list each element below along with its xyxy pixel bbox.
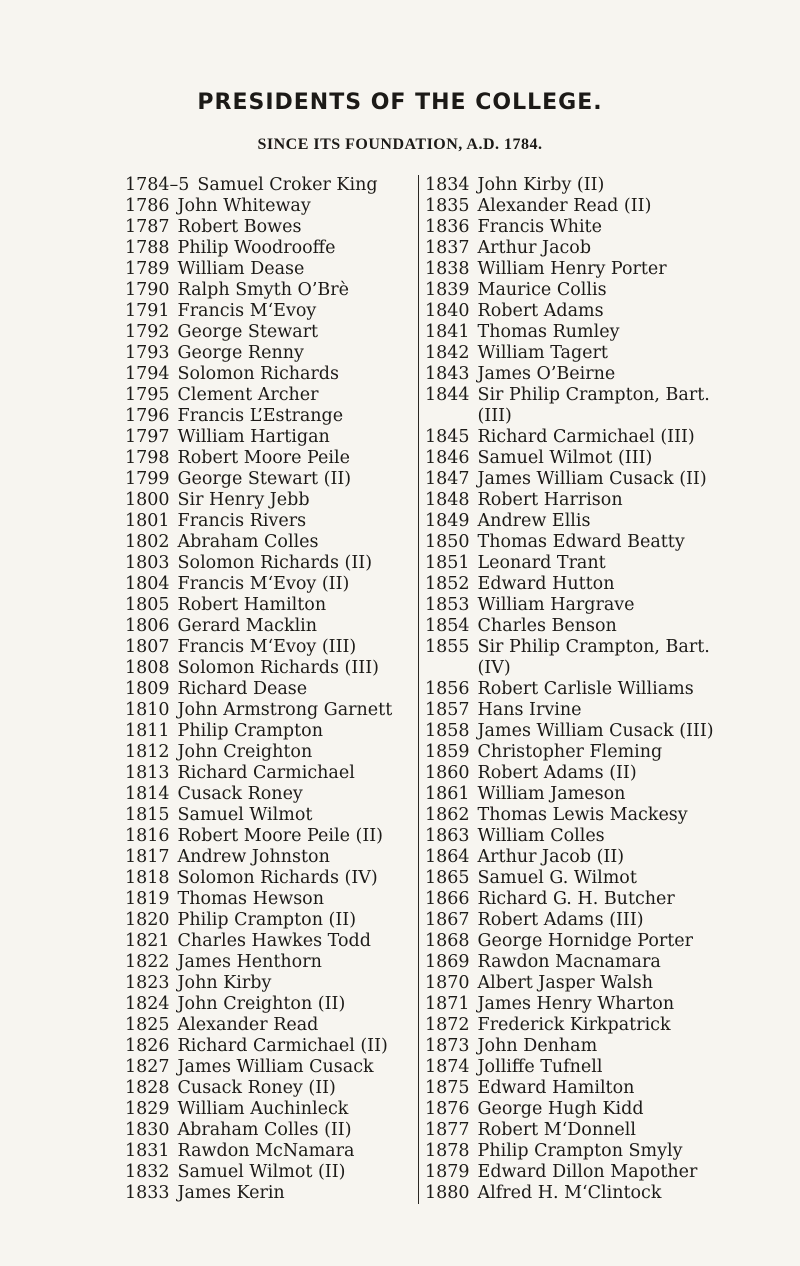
- entry-year: 1863: [425, 826, 470, 846]
- entry-year: 1861: [425, 784, 470, 804]
- entry-year: 1876: [425, 1099, 470, 1119]
- entry-name: Sir Philip Crampton, Bart. (III): [477, 385, 710, 426]
- entry-name: Samuel Wilmot: [177, 805, 313, 825]
- entry-name: Robert Bowes: [177, 217, 302, 237]
- entry-name: John Creighton (II): [177, 994, 346, 1014]
- right-entry: [425, 952, 745, 973]
- entry-year: 1848: [425, 490, 470, 510]
- entry-year: 1805: [125, 595, 170, 615]
- left-entry: [125, 679, 395, 700]
- entry-name: Robert Carlisle Williams: [477, 679, 694, 699]
- entry-name: John Kirby (II): [477, 175, 605, 195]
- entry-year: 1804: [125, 574, 170, 594]
- entry-name: Andrew Johnston: [177, 847, 330, 867]
- entry-name: Richard G. H. Butcher: [477, 889, 675, 909]
- entry-year: 1880: [425, 1183, 470, 1203]
- right-entry: [425, 679, 745, 700]
- entry-name: Robert M‘Donnell: [477, 1120, 636, 1140]
- entry-year: 1838: [425, 259, 470, 279]
- right-entry: [425, 1183, 745, 1204]
- entry-name: John Creighton: [177, 742, 313, 762]
- entry-name: Richard Dease: [177, 679, 308, 699]
- entry-year: 1860: [425, 763, 470, 783]
- entry-name: William Colles: [477, 826, 605, 846]
- right-entry: [425, 448, 745, 469]
- entry-year: 1849: [425, 511, 470, 531]
- entry-name: Christopher Fleming: [477, 742, 663, 762]
- page-title: PRESIDENTS OF THE COLLEGE.: [197, 90, 603, 115]
- entry-year: 1875: [425, 1078, 470, 1098]
- left-entry: [125, 952, 395, 973]
- entry-year: 1866: [425, 889, 470, 909]
- right-entry: [425, 364, 745, 385]
- entry-name: Clement Archer: [177, 385, 319, 405]
- right-entry: [425, 1015, 745, 1036]
- right-entry: [425, 238, 745, 259]
- entry-name: Edward Dillon Mapother: [477, 1162, 698, 1182]
- entry-name: James William Cusack (II): [477, 469, 707, 489]
- entry-name: Francis M‘Evoy: [177, 301, 317, 321]
- entry-name: William Henry Porter: [477, 259, 667, 279]
- left-entry: [125, 910, 395, 931]
- right-entry: [425, 322, 745, 343]
- left-entry: [125, 175, 395, 196]
- entry-name: John Kirby: [177, 973, 272, 993]
- entry-name: Leonard Trant: [477, 553, 606, 573]
- left-entry: [125, 994, 395, 1015]
- left-entry: [125, 1183, 395, 1204]
- entry-name: Sir Henry Jebb: [177, 490, 310, 510]
- left-entry: [125, 868, 395, 889]
- entry-year: 1877: [425, 1120, 470, 1140]
- left-entry: [125, 322, 395, 343]
- entry-name: Abraham Colles (II): [177, 1120, 352, 1140]
- entry-year: 1839: [425, 280, 470, 300]
- right-entry: [425, 1078, 745, 1099]
- left-entry: [125, 511, 395, 532]
- entry-name: William Jameson: [477, 784, 626, 804]
- entry-year: 1790: [125, 280, 170, 300]
- entry-name: Robert Adams (II): [477, 763, 637, 783]
- entry-name: Frederick Kirkpatrick: [477, 1015, 671, 1035]
- entry-year: 1878: [425, 1141, 470, 1161]
- entry-year: 1822: [125, 952, 170, 972]
- entry-name: Robert Moore Peile: [177, 448, 350, 468]
- entry-year: 1869: [425, 952, 470, 972]
- entry-name: Robert Adams: [477, 301, 604, 321]
- entry-name: William Tagert: [477, 343, 608, 363]
- right-entry: [425, 742, 745, 763]
- entry-name: Samuel Wilmot (II): [177, 1162, 346, 1182]
- entry-year: 1813: [125, 763, 170, 783]
- entry-name: Albert Jasper Walsh: [477, 973, 653, 993]
- entry-year: 1874: [425, 1057, 470, 1077]
- right-entry: [425, 1162, 745, 1183]
- entry-year: 1786: [125, 196, 170, 216]
- right-entry: [425, 385, 745, 427]
- page-subtitle: SINCE ITS FOUNDATION, A.D. 1784.: [257, 136, 543, 153]
- entry-name: George Renny: [177, 343, 304, 363]
- entry-name: Andrew Ellis: [477, 511, 591, 531]
- entry-year: 1865: [425, 868, 470, 888]
- entry-year: 1835: [425, 196, 470, 216]
- entry-year: 1842: [425, 343, 470, 363]
- entry-year: 1797: [125, 427, 170, 447]
- entry-name: James Kerin: [177, 1183, 285, 1203]
- entry-year: 1789: [125, 259, 170, 279]
- entry-name: Solomon Richards (IV): [177, 868, 378, 888]
- entry-name: Solomon Richards (II): [177, 553, 373, 573]
- entry-name: William Auchinleck: [177, 1099, 349, 1119]
- right-entry: [425, 889, 745, 910]
- entry-year: 1816: [125, 826, 170, 846]
- entry-year: 1850: [425, 532, 470, 552]
- entry-year: 1807: [125, 637, 170, 657]
- entry-name: Philip Crampton Smyly: [477, 1141, 683, 1161]
- entry-year: 1812: [125, 742, 170, 762]
- left-entry: [125, 406, 395, 427]
- entry-name: Abraham Colles: [177, 532, 319, 552]
- entry-year: 1836: [425, 217, 470, 237]
- left-entry: [125, 448, 395, 469]
- entry-name: Maurice Collis: [477, 280, 607, 300]
- entry-name: Ralph Smyth O’Brè: [177, 280, 350, 300]
- left-entry: [125, 259, 395, 280]
- right-entry: [425, 301, 745, 322]
- entry-year: 1828: [125, 1078, 170, 1098]
- entry-name: James William Cusack (III): [477, 721, 714, 741]
- entry-year: 1858: [425, 721, 470, 741]
- entry-year: 1810: [125, 700, 170, 720]
- entry-name: Cusack Roney (II): [177, 1078, 336, 1098]
- entry-name: Arthur Jacob: [477, 238, 592, 258]
- right-entry: [425, 763, 745, 784]
- right-entry: [425, 259, 745, 280]
- right-entry: [425, 595, 745, 616]
- entry-year: 1829: [125, 1099, 170, 1119]
- entry-name: William Hargrave: [477, 595, 635, 615]
- entry-name: Philip Crampton (II): [177, 910, 357, 930]
- left-entry: [125, 616, 395, 637]
- left-entry: [125, 301, 395, 322]
- entry-year: 1824: [125, 994, 170, 1014]
- right-entry: [425, 994, 745, 1015]
- entry-year: 1800: [125, 490, 170, 510]
- right-entry: [425, 427, 745, 448]
- right-column: [418, 175, 745, 1204]
- left-entry: [125, 553, 395, 574]
- left-entry: [125, 847, 395, 868]
- left-entry: [125, 427, 395, 448]
- entry-name: Thomas Hewson: [177, 889, 324, 909]
- entry-name: Arthur Jacob (II): [477, 847, 625, 867]
- entry-name: James William Cusack: [177, 1057, 374, 1077]
- left-entry: [125, 280, 395, 301]
- right-entry: [425, 847, 745, 868]
- right-entry: [425, 1057, 745, 1078]
- entry-name: Robert Moore Peile (II): [177, 826, 383, 846]
- entry-year: 1806: [125, 616, 170, 636]
- left-column: [125, 175, 395, 1204]
- entry-name: Rawdon Macnamara: [477, 952, 661, 972]
- left-entry: [125, 595, 395, 616]
- entry-year: 1862: [425, 805, 470, 825]
- right-entry: [425, 175, 745, 196]
- left-entry: [125, 469, 395, 490]
- entry-year: 1841: [425, 322, 470, 342]
- entry-year: 1818: [125, 868, 170, 888]
- left-entry: [125, 385, 395, 406]
- left-entry: [125, 889, 395, 910]
- entry-name: James Henry Wharton: [477, 994, 675, 1014]
- entry-year: 1791: [125, 301, 170, 321]
- right-entry: [425, 217, 745, 238]
- entry-year: 1879: [425, 1162, 470, 1182]
- right-entry: [425, 805, 745, 826]
- right-entry: [425, 910, 745, 931]
- right-entry: [425, 868, 745, 889]
- right-entry: [425, 1141, 745, 1162]
- entry-year: 1831: [125, 1141, 170, 1161]
- entry-year: 1793: [125, 343, 170, 363]
- entry-name: Solomon Richards: [177, 364, 339, 384]
- entry-name: William Dease: [177, 259, 305, 279]
- entry-year: 1808: [125, 658, 170, 678]
- entry-year: 1872: [425, 1015, 470, 1035]
- left-entry: [125, 721, 395, 742]
- left-entry: [125, 1120, 395, 1141]
- entry-year: 1799: [125, 469, 170, 489]
- entry-year: 1857: [425, 700, 470, 720]
- entry-year: 1795: [125, 385, 170, 405]
- entry-name: George Hornidge Porter: [477, 931, 693, 951]
- left-entry: [125, 826, 395, 847]
- entry-name: Richard Carmichael (III): [477, 427, 695, 447]
- entry-name: Rawdon McNamara: [177, 1141, 355, 1161]
- entry-year: 1834: [425, 175, 470, 195]
- entry-name: Solomon Richards (III): [177, 658, 379, 678]
- entry-year: 1820: [125, 910, 170, 930]
- right-entry: [425, 1120, 745, 1141]
- entry-year: 1821: [125, 931, 170, 951]
- right-entry: [425, 721, 745, 742]
- entry-name: Francis White: [477, 217, 602, 237]
- entry-year: 1814: [125, 784, 170, 804]
- right-entry: [425, 616, 745, 637]
- entry-name: Thomas Rumley: [477, 322, 620, 342]
- entry-year: 1868: [425, 931, 470, 951]
- entry-year: 1859: [425, 742, 470, 762]
- left-entry: [125, 490, 395, 511]
- entry-name: Samuel Croker King: [197, 175, 378, 195]
- entry-year: 1787: [125, 217, 170, 237]
- entry-name: Charles Benson: [477, 616, 617, 636]
- entry-name: George Stewart: [177, 322, 319, 342]
- entry-name: Cusack Roney: [177, 784, 303, 804]
- entry-year: 1811: [125, 721, 170, 741]
- left-entry: [125, 1078, 395, 1099]
- entry-year: 1867: [425, 910, 470, 930]
- right-entry: [425, 784, 745, 805]
- entry-name: Francis M‘Evoy (III): [177, 637, 357, 657]
- entry-name: Alexander Read: [177, 1015, 319, 1035]
- entry-name: Samuel Wilmot (III): [477, 448, 653, 468]
- entry-name: Gerard Macklin: [177, 616, 318, 636]
- entry-name: William Hartigan: [177, 427, 330, 447]
- left-entry: [125, 658, 395, 679]
- entry-year: 1854: [425, 616, 470, 636]
- entry-year: 1827: [125, 1057, 170, 1077]
- entry-year: 1855: [425, 637, 470, 657]
- entry-name: James Henthorn: [177, 952, 322, 972]
- entry-year: 1840: [425, 301, 470, 321]
- entry-year: 1825: [125, 1015, 170, 1035]
- entry-name: Alfred H. M‘Clintock: [477, 1183, 662, 1203]
- right-entry: [425, 343, 745, 364]
- left-entry: [125, 931, 395, 952]
- entry-name: James O’Beirne: [477, 364, 616, 384]
- left-entry: [125, 217, 395, 238]
- entry-year: 1845: [425, 427, 470, 447]
- left-entry: [125, 1099, 395, 1120]
- entry-year: 1801: [125, 511, 170, 531]
- entry-name: Charles Hawkes Todd: [177, 931, 371, 951]
- left-entry: [125, 700, 395, 721]
- entry-name: John Whiteway: [177, 196, 311, 216]
- entry-year: 1830: [125, 1120, 170, 1140]
- entry-name: Francis Rivers: [177, 511, 307, 531]
- left-entry: [125, 973, 395, 994]
- left-entry: [125, 238, 395, 259]
- entry-year: 1837: [425, 238, 470, 258]
- left-entry: [125, 805, 395, 826]
- entry-year: 1826: [125, 1036, 170, 1056]
- left-entry: [125, 1162, 395, 1183]
- entry-name: Samuel G. Wilmot: [477, 868, 637, 888]
- entry-name: John Armstrong Garnett: [177, 700, 393, 720]
- entry-year: 1846: [425, 448, 470, 468]
- right-entry: [425, 700, 745, 721]
- entry-name: Francis L’Estrange: [177, 406, 344, 426]
- left-entry: [125, 1015, 395, 1036]
- entry-name: Alexander Read (II): [477, 196, 652, 216]
- entry-name: Richard Carmichael (II): [177, 1036, 388, 1056]
- entry-year: 1844: [425, 385, 470, 405]
- entry-year: 1803: [125, 553, 170, 573]
- right-entry: [425, 469, 745, 490]
- entry-year: 1832: [125, 1162, 170, 1182]
- entry-year: 1833: [125, 1183, 170, 1203]
- entry-year: 1809: [125, 679, 170, 699]
- right-entry: [425, 931, 745, 952]
- right-entry: [425, 637, 745, 679]
- entry-year: 1794: [125, 364, 170, 384]
- entry-year: 1792: [125, 322, 170, 342]
- left-entry: [125, 343, 395, 364]
- entry-name: Jolliffe Tufnell: [477, 1057, 603, 1077]
- right-entry: [425, 574, 745, 595]
- right-entry: [425, 196, 745, 217]
- entry-year: 1864: [425, 847, 470, 867]
- entry-year: 1788: [125, 238, 170, 258]
- left-entry: [125, 196, 395, 217]
- entry-name: George Stewart (II): [177, 469, 352, 489]
- entry-year: 1847: [425, 469, 470, 489]
- entry-year: 1852: [425, 574, 470, 594]
- entry-name: Robert Adams (III): [477, 910, 644, 930]
- left-entry: [125, 364, 395, 385]
- entry-name: Francis M‘Evoy (II): [177, 574, 350, 594]
- entry-name: Thomas Edward Beatty: [477, 532, 685, 552]
- entry-year: 1796: [125, 406, 170, 426]
- left-entry: [125, 1036, 395, 1057]
- entry-year: 1853: [425, 595, 470, 615]
- entry-year: 1784–5: [125, 175, 190, 195]
- left-entry: [125, 763, 395, 784]
- entry-year: 1870: [425, 973, 470, 993]
- entry-name: Edward Hutton: [477, 574, 615, 594]
- right-entry: [425, 553, 745, 574]
- entry-name: John Denham: [477, 1036, 598, 1056]
- entry-year: 1843: [425, 364, 470, 384]
- entry-year: 1817: [125, 847, 170, 867]
- left-entry: [125, 532, 395, 553]
- right-entry: [425, 1099, 745, 1120]
- entry-year: 1856: [425, 679, 470, 699]
- entry-name: Thomas Lewis Mackesy: [477, 805, 688, 825]
- right-entry: [425, 280, 745, 301]
- entry-year: 1815: [125, 805, 170, 825]
- entry-year: 1871: [425, 994, 470, 1014]
- entry-name: Robert Harrison: [477, 490, 623, 510]
- entry-name: George Hugh Kidd: [477, 1099, 644, 1119]
- right-entry: [425, 973, 745, 994]
- entry-name: Richard Carmichael: [177, 763, 355, 783]
- right-entry: [425, 490, 745, 511]
- entry-name: Edward Hamilton: [477, 1078, 635, 1098]
- entry-year: 1819: [125, 889, 170, 909]
- right-entry: [425, 826, 745, 847]
- entry-name: Philip Crampton: [177, 721, 323, 741]
- right-entry: [425, 1036, 745, 1057]
- right-entry: [425, 511, 745, 532]
- left-entry: [125, 574, 395, 595]
- left-entry: [125, 784, 395, 805]
- entry-name: Sir Philip Crampton, Bart. (IV): [477, 637, 710, 678]
- entry-year: 1798: [125, 448, 170, 468]
- left-entry: [125, 742, 395, 763]
- entry-year: 1851: [425, 553, 470, 573]
- left-entry: [125, 1141, 395, 1162]
- entry-name: Hans Irvine: [477, 700, 582, 720]
- entry-year: 1802: [125, 532, 170, 552]
- entry-year: 1823: [125, 973, 170, 993]
- entry-year: 1873: [425, 1036, 470, 1056]
- left-entry: [125, 1057, 395, 1078]
- entry-name: Philip Woodrooffe: [177, 238, 336, 258]
- entry-name: Robert Hamilton: [177, 595, 327, 615]
- left-entry: [125, 637, 395, 658]
- right-entry: [425, 532, 745, 553]
